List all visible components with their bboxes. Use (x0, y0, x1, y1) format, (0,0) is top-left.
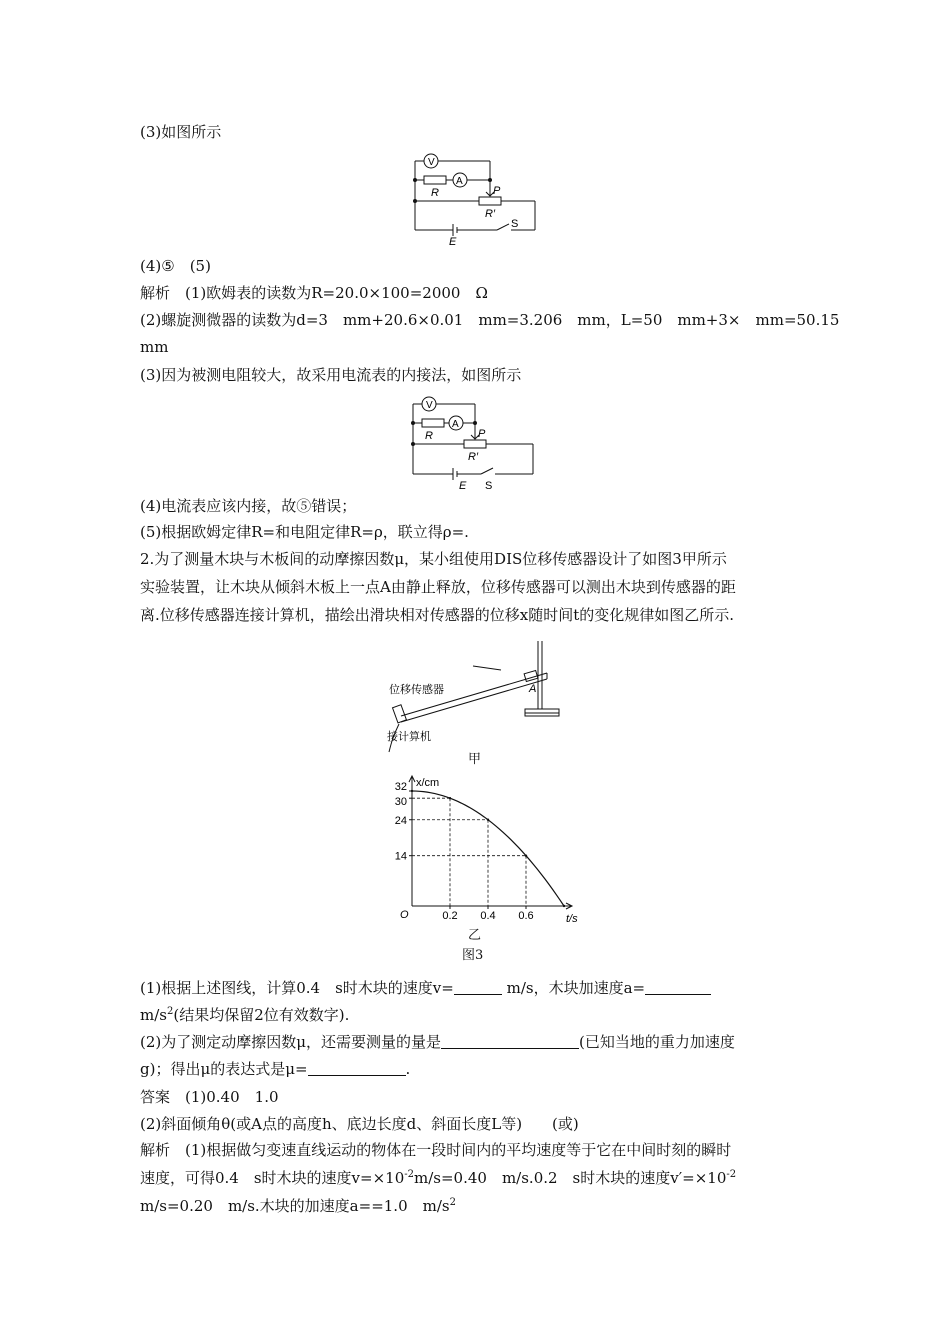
circuit-diagram-1 (405, 152, 545, 247)
data-point (525, 854, 527, 856)
battery-label: E (459, 480, 467, 491)
question-1-line2 (140, 1005, 349, 1025)
y-tick-label: 14 (394, 850, 407, 863)
question-1-line1 (140, 978, 711, 998)
exponent: -2 (726, 1169, 737, 1180)
q1-note: (结果均保留2位有效数字). (173, 1006, 350, 1024)
rheostat-label: R′ (485, 208, 496, 220)
exponent: -2 (404, 1169, 415, 1180)
answer-line1: 答案 (1)0.40 1.0 (140, 1088, 279, 1106)
computer-label: 接计算机 (387, 731, 431, 743)
q1-text-b: m/s，木块加速度a= (506, 979, 646, 997)
apparatus-figure (385, 636, 585, 766)
answer-line2: (2)斜面倾角θ(或A点的高度h、底边长度d、斜面长度L等) (或) (140, 1115, 579, 1133)
analysis2-line1: 解析 (1)根据做匀变速直线运动的物体在一段时间内的平均速度等于它在中间时刻的瞬时 (140, 1141, 732, 1159)
q2-text-a: (2)为了测定动摩擦因数μ，还需要测量的量是 (140, 1033, 441, 1051)
x-tick-label: 0.4 (480, 910, 496, 922)
analysis1-line1: 解析 (1)欧姆表的读数为R=20.0×100=2000 Ω (140, 284, 488, 302)
xt-chart (372, 770, 592, 930)
analysis1-line4: (4)电流表应该内接，故⑤错误； (140, 497, 357, 515)
y-tick-label: 24 (394, 814, 407, 827)
quantity-answer-blank[interactable] (441, 1034, 579, 1049)
slider-label: P (478, 428, 486, 440)
problem2-line2: 实验装置，让木块从倾斜木板上一点A由静止释放，位移传感器可以测出木块到传感器的距 (140, 578, 736, 596)
problem2-line3: 离.位移传感器连接计算机，描绘出滑块相对传感器的位移x随时间t的变化规律如图乙所示. (140, 606, 735, 624)
data-point (449, 797, 451, 799)
analysis2-text-a: 速度，可得0.4 s时木块的速度v=×10 (140, 1169, 405, 1187)
data-point (563, 905, 565, 907)
battery-label: E (449, 236, 457, 247)
q2-text-c: g)；得出μ的表达式是μ= (140, 1060, 308, 1078)
y-axis-label: x/cm (416, 777, 440, 789)
switch-label: S (485, 480, 493, 491)
question-2-line2 (140, 1059, 410, 1079)
velocity-answer-blank[interactable] (454, 980, 502, 995)
analysis2-line2 (140, 1168, 736, 1188)
data-point (487, 819, 489, 821)
switch-label: S (511, 218, 519, 230)
answer-4-5: (4)⑤ (5) (140, 257, 211, 275)
figure-caption: 图3 (462, 948, 484, 963)
point-a-label: A (529, 683, 537, 695)
q2-text-b: (已知当地的重力加速度 (579, 1033, 735, 1051)
ammeter-label: A (452, 419, 459, 430)
q1-unit-exp: 2 (166, 1006, 174, 1017)
x-tick-label: 0.6 (518, 910, 534, 922)
analysis1-line2: (2)螺旋测微器的读数为d=3 mm+20.6×0.01 mm=3.206 mm，L=50 mm+3× mm=50.15 (140, 311, 840, 329)
origin-label: O (400, 909, 409, 921)
ammeter-label: A (456, 176, 463, 187)
voltmeter-label: V (426, 400, 433, 411)
analysis1-line2b: mm (140, 338, 169, 356)
slider-label: P (493, 185, 501, 197)
y-tick-label: 30 (394, 796, 407, 809)
x-axis-label: t/s (566, 913, 578, 925)
analysis2-text-c: m/s=0.20 m/s.木块的加速度a==1.0 m/s (140, 1197, 450, 1215)
y-tick-label: 32 (394, 781, 407, 793)
voltmeter-label: V (428, 157, 435, 168)
circuit-diagram-2 (403, 393, 543, 491)
sensor-label: 位移传感器 (389, 684, 444, 696)
caption-yi: 乙 (468, 928, 482, 943)
analysis2-text-b: m/s=0.40 m/s.0.2 s时木块的速度v′=×10 (414, 1169, 727, 1187)
acceleration-answer-blank[interactable] (645, 980, 711, 995)
mu-expression-blank[interactable] (308, 1061, 406, 1076)
resistor-label: R (425, 430, 433, 442)
analysis1-line5: (5)根据欧姆定律R=和电阻定律R=ρ，联立得ρ=. (140, 523, 469, 541)
analysis1-line3: (3)因为被测电阻较大，故采用电流表的内接法，如图所示 (140, 366, 522, 384)
xt-curve (412, 791, 564, 906)
q1-unit: m/s (140, 1006, 167, 1024)
x-tick-label: 0.2 (442, 910, 458, 922)
analysis2-line3 (140, 1196, 456, 1216)
q2-text-d: . (405, 1060, 411, 1078)
rheostat-label: R′ (468, 451, 479, 463)
answer-3: (3)如图所示 (140, 123, 222, 141)
exponent: 2 (449, 1197, 456, 1208)
caption-jia: 甲 (468, 752, 482, 767)
problem2-line1: 2.为了测量木块与木板间的动摩擦因数μ，某小组使用DIS位移传感器设计了如图3甲所示 (140, 550, 727, 568)
question-2-line1 (140, 1032, 735, 1052)
resistor-label: R (431, 187, 439, 199)
q1-text-a: (1)根据上述图线，计算0.4 s时木块的速度v= (140, 979, 454, 997)
